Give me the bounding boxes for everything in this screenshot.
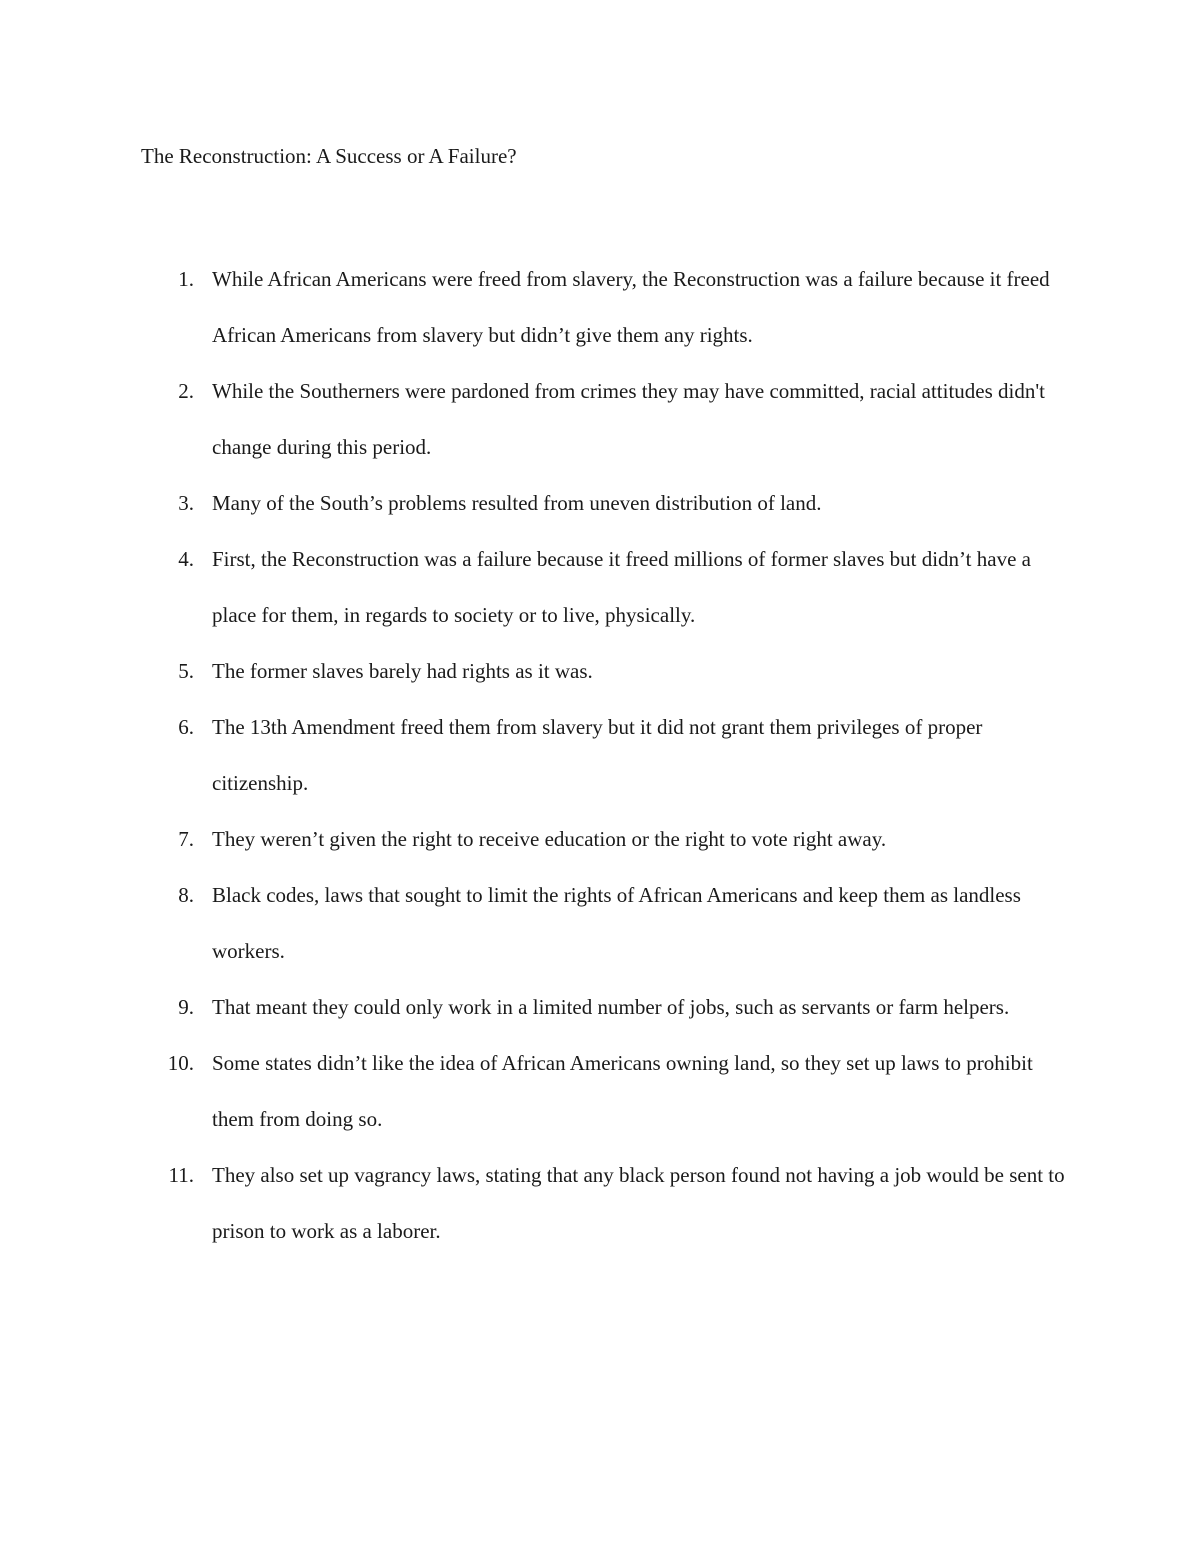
list-item-text: Black codes, laws that sought to limit the rights of African Americans and keep them as landless workers. xyxy=(212,883,1021,963)
list-item-number: 8. xyxy=(178,883,194,907)
list-item-text: Many of the South’s problems resulted from uneven distribution of land. xyxy=(212,491,822,515)
list-item xyxy=(0,1035,1200,1147)
list-item xyxy=(0,811,1200,867)
list-item xyxy=(0,363,1200,475)
list-item-text: They weren’t given the right to receive education or the right to vote right away. xyxy=(212,827,887,851)
list-item-text: While the Southerners were pardoned from crimes they may have committed, racial attitudes didn't change during this period. xyxy=(212,379,1046,459)
list-item-text: While African Americans were freed from slavery, the Reconstruction was a failure because it freed African Americans from slavery but didn’t give them any rights. xyxy=(212,267,1050,347)
list-item xyxy=(0,251,1200,363)
list-item-text: The 13th Amendment freed them from slavery but it did not grant them privileges of proper citizenship. xyxy=(212,715,983,795)
list-item xyxy=(0,979,1200,1035)
list-item xyxy=(0,1147,1200,1259)
list-item-text: The former slaves barely had rights as it was. xyxy=(212,659,593,683)
list-item-number: 11. xyxy=(168,1163,194,1187)
list-item-text: That meant they could only work in a limited number of jobs, such as servants or farm helpers. xyxy=(212,995,1010,1019)
list-item xyxy=(0,643,1200,699)
list-item-number: 2. xyxy=(178,379,194,403)
list-item-number: 3. xyxy=(178,491,194,515)
list-item-text: First, the Reconstruction was a failure because it freed millions of former slaves but didn’t have a place for them, in regards to society or to live, physically. xyxy=(212,547,1031,627)
list-item xyxy=(0,475,1200,531)
list-item-number: 6. xyxy=(178,715,194,739)
list-item-number: 1. xyxy=(178,267,194,291)
document-title: The Reconstruction: A Success or A Failure? xyxy=(141,144,517,168)
list-item xyxy=(0,867,1200,979)
list-item xyxy=(0,531,1200,643)
list-item-text: They also set up vagrancy laws, stating that any black person found not having a job would be sent to prison to work as a laborer. xyxy=(212,1163,1065,1243)
numbered-list xyxy=(0,251,1200,1259)
list-item-number: 10. xyxy=(167,1051,194,1075)
list-item-number: 5. xyxy=(178,659,194,683)
list-item-number: 7. xyxy=(178,827,194,851)
list-item-number: 9. xyxy=(178,995,194,1019)
list-item xyxy=(0,699,1200,811)
list-item-text: Some states didn’t like the idea of African Americans owning land, so they set up laws to prohibit them from doing so. xyxy=(212,1051,1033,1131)
list-item-number: 4. xyxy=(178,547,194,571)
